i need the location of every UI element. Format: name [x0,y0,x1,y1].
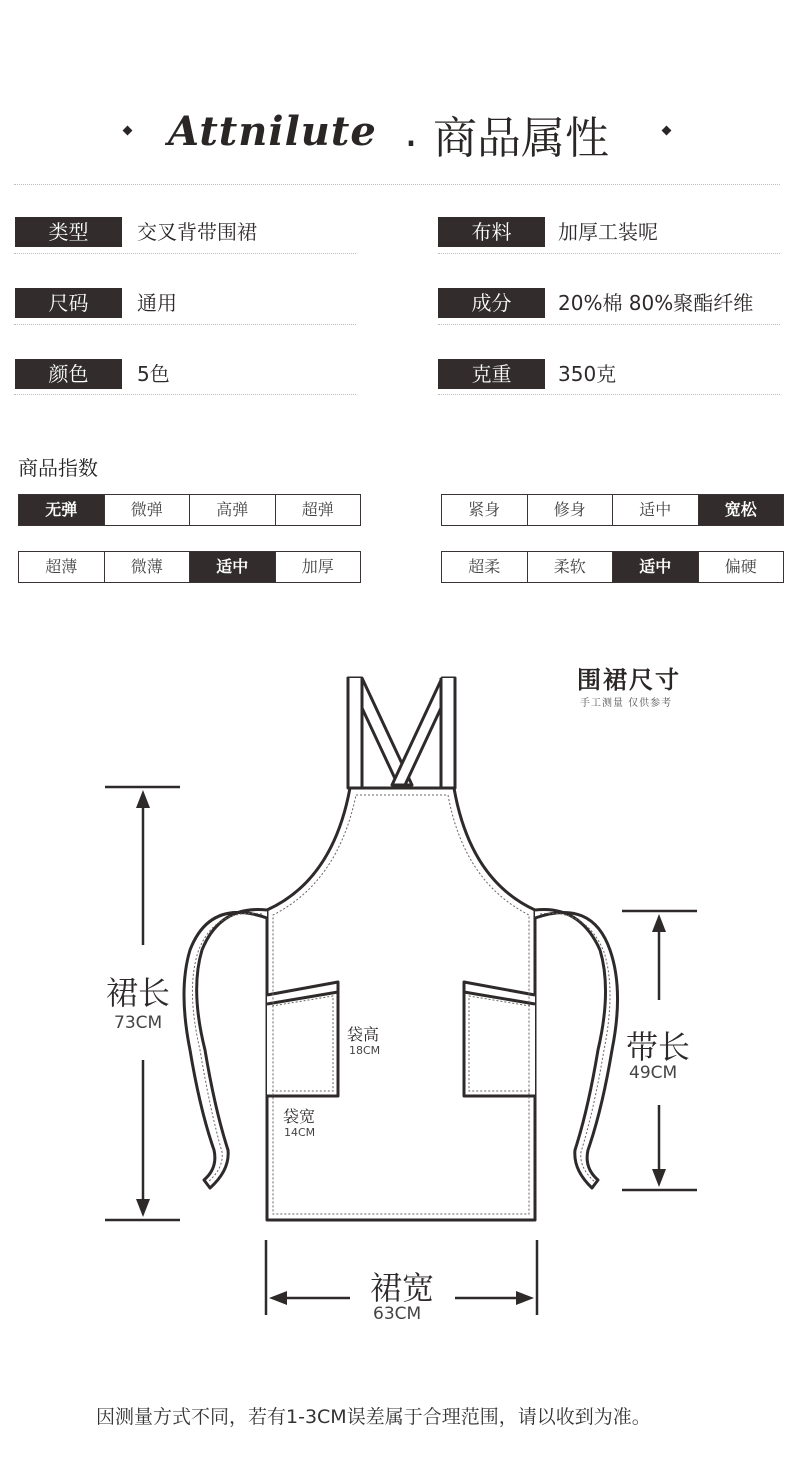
width-arrowhead-left [269,1291,287,1305]
elasticity-option: 无弹 [19,495,105,525]
header-right-dot [662,126,672,136]
attr-value-fabric: 加厚工装呢 [558,220,658,244]
header-divider [14,184,780,185]
attr-label-fabric: 布料 [438,217,545,247]
attr-value-color: 5色 [137,362,170,386]
softness-option: 柔软 [528,552,614,582]
softness-option: 超柔 [442,552,528,582]
softness-option: 适中 [613,552,699,582]
thickness-option: 微薄 [105,552,191,582]
fit-scale [441,494,784,526]
diagram-subtitle: 手工测量 仅供参考 [580,698,673,709]
thickness-option: 适中 [190,552,276,582]
strap-length-value: 49CM [629,1063,678,1083]
fit-option: 宽松 [699,495,784,525]
attr-divider [438,253,780,254]
attr-divider [438,394,780,395]
diagram-title: 围裙尺寸 [577,666,681,694]
length-arrowhead-down [136,1199,150,1217]
strap-arrowhead-up [652,914,666,932]
title-script: Attnilute [168,108,377,155]
elasticity-option: 微弹 [105,495,191,525]
pocket-height-value: 18CM [349,1044,381,1057]
pocket-width-value: 14CM [284,1126,316,1139]
attr-value-composition: 20%棉 80%聚酯纤维 [558,291,754,315]
attr-divider [438,324,780,325]
measurement-note: 因测量方式不同，若有1-3CM误差属于合理范围，请以收到为准。 [96,1406,651,1428]
softness-option: 偏硬 [724,557,757,576]
index-section-title: 商品指数 [18,456,98,480]
elasticity-option: 高弹 [190,495,276,525]
apron-length-value: 73CM [114,1013,163,1033]
strap-arrowhead-down [652,1169,666,1187]
attr-label-composition: 成分 [438,288,545,318]
attr-value-size: 通用 [137,291,177,315]
thickness-option: 超薄 [19,552,105,582]
fit-option: 修身 [528,495,614,525]
strap-length-label: 带长 [626,1028,691,1066]
elasticity-option: 超弹 [301,500,334,519]
apron-width-value: 63CM [373,1304,422,1324]
header-left-dot [123,126,133,136]
fit-option: 紧身 [442,495,528,525]
attr-divider [14,324,356,325]
attr-label-color: 颜色 [15,359,122,389]
thickness-option: 加厚 [301,557,334,576]
attr-divider [14,394,356,395]
softness-scale [441,551,784,583]
elasticity-scale [18,494,361,526]
thickness-scale [18,551,361,583]
width-arrowhead-right [516,1291,534,1305]
attr-value-weight: 350克 [558,362,617,386]
fit-option: 适中 [613,495,699,525]
waist-tie-right [535,910,618,1189]
apron-length-label: 裙长 [106,974,171,1012]
waist-tie-left [184,910,267,1189]
attr-divider [14,253,356,254]
length-arrowhead-up [136,790,150,808]
apron-width-label: 裙宽 [370,1269,435,1307]
attr-label-size: 尺码 [15,288,122,318]
attr-value-type: 交叉背带围裙 [137,220,257,244]
pocket-width-label: 袋宽 [283,1107,316,1126]
attr-label-type: 类型 [15,217,122,247]
strap-post-left [348,678,362,788]
page-title: 商品属性 [433,113,609,164]
attr-label-weight: 克重 [438,359,545,389]
title-separator: . [404,106,418,157]
strap-post-right [441,678,455,788]
pocket-height-label: 袋高 [347,1025,380,1044]
